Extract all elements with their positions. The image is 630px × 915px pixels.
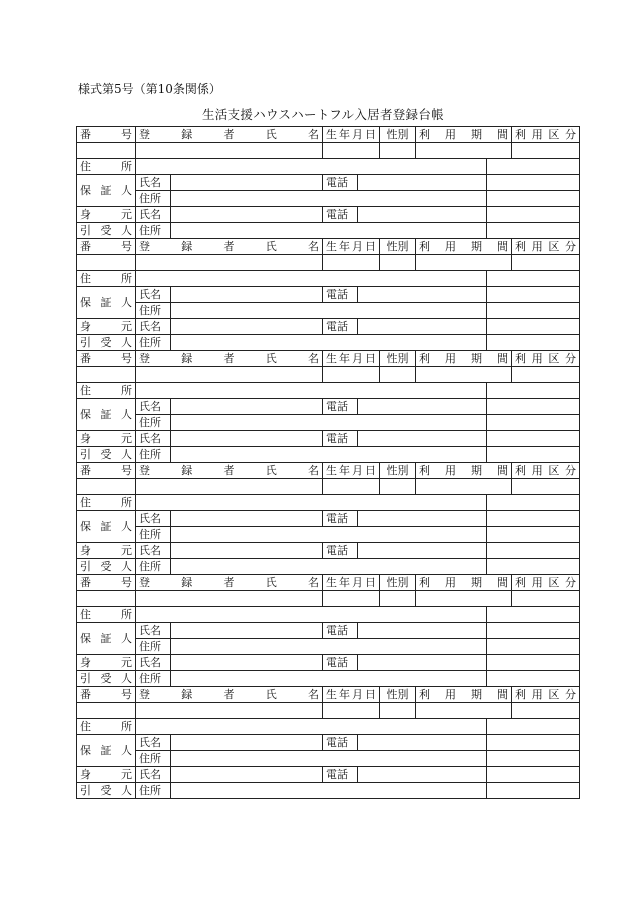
registrant-name-cell[interactable] bbox=[136, 479, 323, 495]
birth-date-cell[interactable] bbox=[323, 479, 380, 495]
guarantor-extra-cell[interactable] bbox=[487, 399, 580, 415]
guarantor-name-cell[interactable] bbox=[171, 287, 323, 303]
number-header: 番号 bbox=[77, 575, 136, 591]
guarantor-row bbox=[77, 287, 580, 303]
guardian-extra-cell[interactable] bbox=[487, 207, 580, 223]
guarantor-extra-cell[interactable] bbox=[487, 623, 580, 639]
usage-period-header: 利用期間 bbox=[416, 351, 512, 367]
guardian-address-extra-cell[interactable] bbox=[487, 559, 580, 575]
guarantor-address-cell[interactable] bbox=[171, 751, 487, 767]
header-row bbox=[77, 351, 580, 367]
usage-period-header: 利用期間 bbox=[416, 239, 512, 255]
guardian-row bbox=[77, 319, 580, 335]
usage-category-cell[interactable] bbox=[512, 255, 580, 271]
guarantor-name-cell[interactable] bbox=[171, 623, 323, 639]
value-row bbox=[77, 591, 580, 607]
guardian-address-row bbox=[77, 671, 580, 687]
birth-date-cell[interactable] bbox=[323, 367, 380, 383]
guarantor-address-extra-cell[interactable] bbox=[487, 527, 580, 543]
guarantor-phone-cell[interactable] bbox=[358, 175, 487, 191]
guardian-label-line1: 身元 bbox=[77, 543, 136, 559]
registrant-name-header: 登録者氏名 bbox=[136, 687, 323, 703]
address-label: 住所 bbox=[77, 271, 136, 287]
guarantor-address-row bbox=[77, 303, 580, 319]
address-cell[interactable] bbox=[136, 607, 487, 623]
header-row bbox=[77, 239, 580, 255]
address-cell[interactable] bbox=[136, 271, 487, 287]
usage-category-header: 利用区分 bbox=[512, 239, 580, 255]
usage-category-header: 利用区分 bbox=[512, 463, 580, 479]
guardian-phone-cell[interactable] bbox=[358, 767, 487, 783]
guardian-phone-label: 電話 bbox=[323, 207, 358, 223]
guardian-address-row bbox=[77, 447, 580, 463]
guardian-address-label: 住所 bbox=[136, 671, 171, 687]
guarantor-phone-cell[interactable] bbox=[358, 511, 487, 527]
page-title: 生活支援ハウスハートフル入居者登録台帳 bbox=[202, 107, 444, 122]
number-header: 番号 bbox=[77, 687, 136, 703]
guarantor-row bbox=[77, 399, 580, 415]
guarantor-phone-label: 電話 bbox=[323, 175, 358, 191]
guarantor-name-cell[interactable] bbox=[171, 175, 323, 191]
guardian-name-cell[interactable] bbox=[171, 431, 323, 447]
guarantor-label: 保証人 bbox=[77, 287, 136, 319]
usage-category-cell[interactable] bbox=[512, 367, 580, 383]
guarantor-extra-cell[interactable] bbox=[487, 287, 580, 303]
number-cell[interactable] bbox=[77, 255, 136, 271]
guarantor-address-extra-cell[interactable] bbox=[487, 303, 580, 319]
guardian-address-cell[interactable] bbox=[171, 559, 487, 575]
guardian-extra-cell[interactable] bbox=[487, 319, 580, 335]
guardian-label-line2: 引受人 bbox=[77, 783, 136, 799]
guarantor-name-label: 氏名 bbox=[136, 175, 171, 191]
guarantor-address-row bbox=[77, 639, 580, 655]
value-row bbox=[77, 703, 580, 719]
guardian-address-extra-cell[interactable] bbox=[487, 783, 580, 799]
guarantor-extra-cell[interactable] bbox=[487, 735, 580, 751]
gender-header: 性別 bbox=[380, 687, 416, 703]
header-row bbox=[77, 127, 580, 143]
birth-date-header: 生年月日 bbox=[323, 687, 380, 703]
guardian-address-label: 住所 bbox=[136, 223, 171, 239]
birth-date-cell[interactable] bbox=[323, 255, 380, 271]
guarantor-row bbox=[77, 735, 580, 751]
number-cell[interactable] bbox=[77, 367, 136, 383]
guarantor-row bbox=[77, 623, 580, 639]
guardian-address-cell[interactable] bbox=[171, 783, 487, 799]
guarantor-row bbox=[77, 511, 580, 527]
address-label: 住所 bbox=[77, 607, 136, 623]
guardian-name-cell[interactable] bbox=[171, 767, 323, 783]
address-extra-cell[interactable] bbox=[487, 383, 580, 399]
guarantor-label: 保証人 bbox=[77, 735, 136, 767]
birth-date-header: 生年月日 bbox=[323, 463, 380, 479]
guarantor-phone-label: 電話 bbox=[323, 735, 358, 751]
guardian-label-line2: 引受人 bbox=[77, 335, 136, 351]
value-row bbox=[77, 143, 580, 159]
address-cell[interactable] bbox=[136, 383, 487, 399]
guardian-address-row bbox=[77, 783, 580, 799]
address-row bbox=[77, 495, 580, 511]
number-header: 番号 bbox=[77, 127, 136, 143]
guardian-phone-cell[interactable] bbox=[358, 431, 487, 447]
guarantor-name-label: 氏名 bbox=[136, 287, 171, 303]
registrant-name-cell[interactable] bbox=[136, 367, 323, 383]
address-extra-cell[interactable] bbox=[487, 607, 580, 623]
address-extra-cell[interactable] bbox=[487, 495, 580, 511]
registrant-name-header: 登録者氏名 bbox=[136, 463, 323, 479]
guardian-phone-label: 電話 bbox=[323, 319, 358, 335]
usage-period-cell[interactable] bbox=[416, 591, 512, 607]
guarantor-address-row bbox=[77, 527, 580, 543]
guardian-address-cell[interactable] bbox=[171, 223, 487, 239]
address-row bbox=[77, 719, 580, 735]
registrant-name-header: 登録者氏名 bbox=[136, 351, 323, 367]
registrant-name-cell[interactable] bbox=[136, 591, 323, 607]
guarantor-address-extra-cell[interactable] bbox=[487, 191, 580, 207]
guardian-label-line1: 身元 bbox=[77, 431, 136, 447]
guardian-label-line1: 身元 bbox=[77, 655, 136, 671]
guarantor-address-label: 住所 bbox=[136, 415, 171, 431]
guardian-address-extra-cell[interactable] bbox=[487, 335, 580, 351]
guarantor-row bbox=[77, 175, 580, 191]
guardian-extra-cell[interactable] bbox=[487, 543, 580, 559]
address-cell[interactable] bbox=[136, 159, 487, 175]
guardian-name-cell[interactable] bbox=[171, 655, 323, 671]
gender-header: 性別 bbox=[380, 575, 416, 591]
guardian-phone-cell[interactable] bbox=[358, 207, 487, 223]
guarantor-address-cell[interactable] bbox=[171, 191, 487, 207]
guarantor-label: 保証人 bbox=[77, 623, 136, 655]
registrant-name-header: 登録者氏名 bbox=[136, 127, 323, 143]
gender-cell[interactable] bbox=[380, 479, 416, 495]
gender-cell[interactable] bbox=[380, 255, 416, 271]
guardian-address-row bbox=[77, 335, 580, 351]
guardian-row bbox=[77, 767, 580, 783]
gender-header: 性別 bbox=[380, 351, 416, 367]
guardian-label-line2: 引受人 bbox=[77, 559, 136, 575]
address-cell[interactable] bbox=[136, 719, 487, 735]
guardian-row bbox=[77, 655, 580, 671]
guardian-name-label: 氏名 bbox=[136, 655, 171, 671]
number-header: 番号 bbox=[77, 351, 136, 367]
usage-category-cell[interactable] bbox=[512, 479, 580, 495]
gender-cell[interactable] bbox=[380, 703, 416, 719]
address-cell[interactable] bbox=[136, 495, 487, 511]
guarantor-label: 保証人 bbox=[77, 175, 136, 207]
guarantor-address-cell[interactable] bbox=[171, 639, 487, 655]
guardian-address-label: 住所 bbox=[136, 335, 171, 351]
guardian-address-cell[interactable] bbox=[171, 335, 487, 351]
guarantor-phone-cell[interactable] bbox=[358, 623, 487, 639]
guarantor-address-extra-cell[interactable] bbox=[487, 415, 580, 431]
birth-date-header: 生年月日 bbox=[323, 575, 380, 591]
guardian-phone-label: 電話 bbox=[323, 543, 358, 559]
guarantor-address-extra-cell[interactable] bbox=[487, 639, 580, 655]
birth-date-header: 生年月日 bbox=[323, 127, 380, 143]
guardian-label-line1: 身元 bbox=[77, 207, 136, 223]
guardian-phone-label: 電話 bbox=[323, 767, 358, 783]
address-row bbox=[77, 159, 580, 175]
birth-date-header: 生年月日 bbox=[323, 239, 380, 255]
guarantor-phone-cell[interactable] bbox=[358, 399, 487, 415]
gender-header: 性別 bbox=[380, 127, 416, 143]
guardian-name-label: 氏名 bbox=[136, 319, 171, 335]
address-row bbox=[77, 607, 580, 623]
usage-period-cell[interactable] bbox=[416, 367, 512, 383]
guarantor-address-label: 住所 bbox=[136, 639, 171, 655]
registrant-name-cell[interactable] bbox=[136, 143, 323, 159]
guardian-label-line2: 引受人 bbox=[77, 223, 136, 239]
birth-date-cell[interactable] bbox=[323, 591, 380, 607]
guardian-address-extra-cell[interactable] bbox=[487, 223, 580, 239]
guarantor-label: 保証人 bbox=[77, 399, 136, 431]
guarantor-address-label: 住所 bbox=[136, 527, 171, 543]
guardian-phone-cell[interactable] bbox=[358, 655, 487, 671]
header-row bbox=[77, 575, 580, 591]
registrant-name-cell[interactable] bbox=[136, 703, 323, 719]
usage-period-cell[interactable] bbox=[416, 703, 512, 719]
address-label: 住所 bbox=[77, 495, 136, 511]
usage-category-cell[interactable] bbox=[512, 591, 580, 607]
number-cell[interactable] bbox=[77, 591, 136, 607]
guardian-address-cell[interactable] bbox=[171, 671, 487, 687]
usage-category-header: 利用区分 bbox=[512, 351, 580, 367]
address-extra-cell[interactable] bbox=[487, 719, 580, 735]
address-label: 住所 bbox=[77, 383, 136, 399]
gender-cell[interactable] bbox=[380, 143, 416, 159]
guarantor-name-cell[interactable] bbox=[171, 399, 323, 415]
address-label: 住所 bbox=[77, 719, 136, 735]
guardian-phone-cell[interactable] bbox=[358, 319, 487, 335]
number-header: 番号 bbox=[77, 239, 136, 255]
birth-date-header: 生年月日 bbox=[323, 351, 380, 367]
guardian-label-line1: 身元 bbox=[77, 319, 136, 335]
usage-period-cell[interactable] bbox=[416, 143, 512, 159]
guarantor-name-label: 氏名 bbox=[136, 623, 171, 639]
guarantor-phone-cell[interactable] bbox=[358, 287, 487, 303]
gender-header: 性別 bbox=[380, 463, 416, 479]
gender-header: 性別 bbox=[380, 239, 416, 255]
guarantor-address-row bbox=[77, 751, 580, 767]
form-number: 様式第5号（第10条関係） bbox=[78, 82, 221, 96]
guardian-name-label: 氏名 bbox=[136, 543, 171, 559]
registrant-name-header: 登録者氏名 bbox=[136, 239, 323, 255]
usage-category-header: 利用区分 bbox=[512, 687, 580, 703]
header-row bbox=[77, 463, 580, 479]
guardian-address-label: 住所 bbox=[136, 559, 171, 575]
usage-period-header: 利用期間 bbox=[416, 575, 512, 591]
guardian-name-label: 氏名 bbox=[136, 767, 171, 783]
address-extra-cell[interactable] bbox=[487, 159, 580, 175]
guardian-name-cell[interactable] bbox=[171, 543, 323, 559]
guardian-row bbox=[77, 207, 580, 223]
guardian-extra-cell[interactable] bbox=[487, 655, 580, 671]
guarantor-name-label: 氏名 bbox=[136, 735, 171, 751]
usage-category-header: 利用区分 bbox=[512, 575, 580, 591]
guardian-label-line2: 引受人 bbox=[77, 447, 136, 463]
guardian-name-cell[interactable] bbox=[171, 319, 323, 335]
value-row bbox=[77, 367, 580, 383]
guardian-phone-cell[interactable] bbox=[358, 543, 487, 559]
guarantor-address-cell[interactable] bbox=[171, 303, 487, 319]
guarantor-label: 保証人 bbox=[77, 511, 136, 543]
usage-category-cell[interactable] bbox=[512, 703, 580, 719]
number-cell[interactable] bbox=[77, 479, 136, 495]
usage-period-header: 利用期間 bbox=[416, 127, 512, 143]
usage-period-cell[interactable] bbox=[416, 255, 512, 271]
guardian-address-cell[interactable] bbox=[171, 447, 487, 463]
guardian-phone-label: 電話 bbox=[323, 431, 358, 447]
guarantor-extra-cell[interactable] bbox=[487, 511, 580, 527]
address-label: 住所 bbox=[77, 159, 136, 175]
usage-period-header: 利用期間 bbox=[416, 687, 512, 703]
guardian-name-label: 氏名 bbox=[136, 431, 171, 447]
birth-date-cell[interactable] bbox=[323, 703, 380, 719]
guarantor-phone-label: 電話 bbox=[323, 287, 358, 303]
guardian-label-line1: 身元 bbox=[77, 767, 136, 783]
guardian-address-extra-cell[interactable] bbox=[487, 671, 580, 687]
gender-cell[interactable] bbox=[380, 591, 416, 607]
value-row bbox=[77, 479, 580, 495]
guarantor-address-extra-cell[interactable] bbox=[487, 751, 580, 767]
guarantor-address-label: 住所 bbox=[136, 751, 171, 767]
guarantor-address-label: 住所 bbox=[136, 303, 171, 319]
guardian-row bbox=[77, 543, 580, 559]
guardian-name-label: 氏名 bbox=[136, 207, 171, 223]
guardian-address-extra-cell[interactable] bbox=[487, 447, 580, 463]
guarantor-name-label: 氏名 bbox=[136, 511, 171, 527]
usage-category-header: 利用区分 bbox=[512, 127, 580, 143]
number-cell[interactable] bbox=[77, 703, 136, 719]
address-extra-cell[interactable] bbox=[487, 271, 580, 287]
address-row bbox=[77, 383, 580, 399]
guarantor-phone-label: 電話 bbox=[323, 623, 358, 639]
birth-date-cell[interactable] bbox=[323, 143, 380, 159]
guarantor-address-row bbox=[77, 191, 580, 207]
guarantor-address-row bbox=[77, 415, 580, 431]
guardian-name-cell[interactable] bbox=[171, 207, 323, 223]
guarantor-address-label: 住所 bbox=[136, 191, 171, 207]
guarantor-phone-label: 電話 bbox=[323, 511, 358, 527]
guarantor-phone-label: 電話 bbox=[323, 399, 358, 415]
number-header: 番号 bbox=[77, 463, 136, 479]
guarantor-name-cell[interactable] bbox=[171, 511, 323, 527]
usage-category-cell[interactable] bbox=[512, 143, 580, 159]
registration-table bbox=[76, 126, 580, 799]
guarantor-extra-cell[interactable] bbox=[487, 175, 580, 191]
guardian-extra-cell[interactable] bbox=[487, 767, 580, 783]
guarantor-address-cell[interactable] bbox=[171, 527, 487, 543]
guardian-address-label: 住所 bbox=[136, 447, 171, 463]
guarantor-name-cell[interactable] bbox=[171, 735, 323, 751]
guarantor-phone-cell[interactable] bbox=[358, 735, 487, 751]
guarantor-address-cell[interactable] bbox=[171, 415, 487, 431]
usage-period-cell[interactable] bbox=[416, 479, 512, 495]
registrant-name-header: 登録者氏名 bbox=[136, 575, 323, 591]
guardian-phone-label: 電話 bbox=[323, 655, 358, 671]
guardian-extra-cell[interactable] bbox=[487, 431, 580, 447]
usage-period-header: 利用期間 bbox=[416, 463, 512, 479]
number-cell[interactable] bbox=[77, 143, 136, 159]
address-row bbox=[77, 271, 580, 287]
gender-cell[interactable] bbox=[380, 367, 416, 383]
guarantor-name-label: 氏名 bbox=[136, 399, 171, 415]
value-row bbox=[77, 255, 580, 271]
guardian-address-label: 住所 bbox=[136, 783, 171, 799]
header-row bbox=[77, 687, 580, 703]
guardian-row bbox=[77, 431, 580, 447]
guardian-address-row bbox=[77, 559, 580, 575]
guardian-address-row bbox=[77, 223, 580, 239]
guardian-label-line2: 引受人 bbox=[77, 671, 136, 687]
registrant-name-cell[interactable] bbox=[136, 255, 323, 271]
